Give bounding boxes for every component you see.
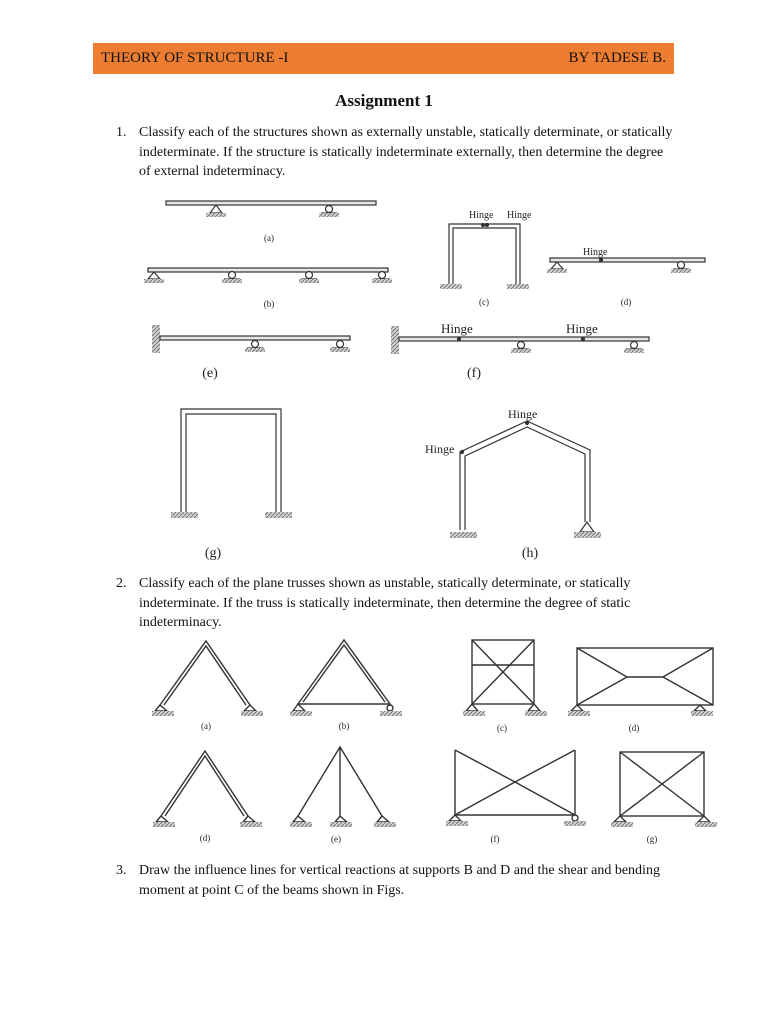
structure-c bbox=[440, 224, 529, 290]
structure-d bbox=[547, 258, 705, 273]
hinge-label: Hinge bbox=[507, 210, 532, 221]
label-e: (e) bbox=[202, 366, 218, 381]
truss-d bbox=[568, 648, 713, 716]
page-title: Assignment 1 bbox=[335, 91, 433, 110]
structure-b bbox=[144, 268, 392, 283]
label-f: (f) bbox=[467, 366, 481, 381]
course-title: THEORY OF STRUCTURE -I bbox=[101, 50, 289, 66]
truss-c bbox=[463, 640, 547, 716]
question-number: 2. bbox=[116, 576, 127, 591]
label-d: (d) bbox=[628, 723, 640, 733]
structure-g bbox=[171, 409, 292, 518]
label-f: (f) bbox=[490, 834, 500, 844]
label-b: (b) bbox=[338, 721, 350, 731]
structure-f bbox=[391, 326, 649, 354]
truss-g bbox=[611, 752, 717, 827]
hinge-label: Hinge bbox=[566, 321, 598, 336]
label-b: (b) bbox=[263, 299, 275, 309]
label-e: (e) bbox=[331, 834, 341, 844]
label-c: (c) bbox=[479, 297, 489, 307]
hinge-label: Hinge bbox=[469, 210, 494, 221]
hinge-label: Hinge bbox=[583, 247, 608, 258]
hinge-label: Hinge bbox=[441, 321, 473, 336]
truss-e bbox=[290, 747, 396, 827]
question-number: 3. bbox=[116, 863, 127, 878]
label-a: (a) bbox=[264, 233, 274, 243]
truss-a bbox=[152, 641, 263, 716]
truss-f bbox=[446, 750, 586, 826]
truss-b bbox=[290, 640, 402, 716]
label-d: (d) bbox=[199, 833, 211, 843]
question-text: Draw the influence lines for vertical reactions at supports B and D and the shear and bending moment at point C of the beams shown in Figs. bbox=[139, 863, 660, 898]
label-h: (h) bbox=[521, 546, 539, 561]
hinge-label: Hinge bbox=[425, 442, 455, 456]
label-g: (g) bbox=[646, 834, 658, 844]
truss-d-2 bbox=[153, 751, 262, 827]
label-c: (c) bbox=[497, 723, 507, 733]
question-number: 1. bbox=[116, 125, 127, 140]
question-text: Classify each of the plane trusses shown as unstable, statically determinate, or statically indeterminate. If the truss is statically indeterminate, then determine the degree of static indeterminacy. bbox=[139, 576, 631, 630]
question-text: Classify each of the structures shown as externally unstable, statically determinate, or statically indeterminate. If the structure is statically indeterminate externally, then determine the degree of external indeterminacy. bbox=[139, 125, 673, 179]
author: BY TADESE B. bbox=[568, 50, 666, 66]
structure-h bbox=[450, 421, 601, 538]
structure-e bbox=[152, 325, 350, 353]
label-d: (d) bbox=[620, 297, 632, 307]
hinge-label: Hinge bbox=[508, 407, 538, 421]
structure-a bbox=[166, 201, 376, 217]
label-a: (a) bbox=[201, 721, 211, 731]
label-g: (g) bbox=[204, 546, 222, 561]
